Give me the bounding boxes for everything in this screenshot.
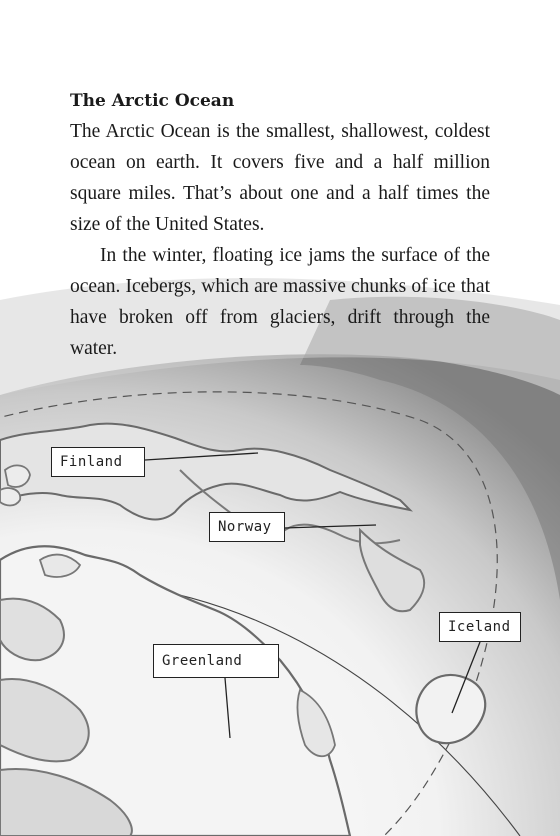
- norway-label: Norway: [209, 512, 285, 542]
- iceland-label: Iceland: [439, 612, 521, 642]
- greenland-label: Greenland: [153, 644, 279, 678]
- paragraph-1: The Arctic Ocean is the smallest, shallowest, coldest ocean on earth. It covers five and a half million square miles. That’s about one and a half times the size of the United States.: [70, 121, 490, 235]
- section-heading: The Arctic Ocean: [70, 91, 235, 111]
- article-text: [70, 88, 490, 364]
- finland-label: Finland: [51, 447, 145, 477]
- paragraph-2: In the winter, floating ice jams the surface of the ocean. Icebergs, which are massive chunks of ice that have broken off from glaciers, drift through the water.: [70, 245, 490, 359]
